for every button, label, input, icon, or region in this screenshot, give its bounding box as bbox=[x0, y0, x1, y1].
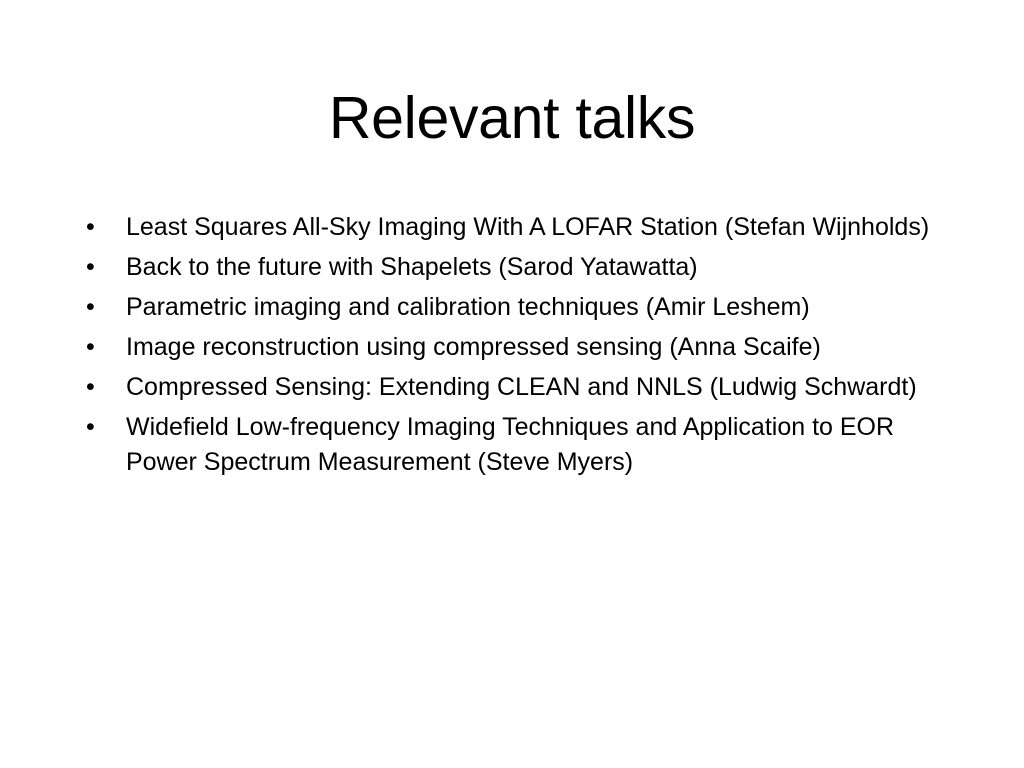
talk-title: Parametric imaging and calibration techniques (Amir Leshem) bbox=[126, 293, 810, 321]
list-item bbox=[84, 330, 964, 365]
list-item bbox=[84, 250, 964, 285]
talk-title: Least Squares All-Sky Imaging With A LOFAR Station (Stefan Wijnholds) bbox=[126, 213, 930, 241]
bullet-icon: • bbox=[86, 213, 95, 241]
talks-list bbox=[84, 210, 964, 485]
talk-title: Widefield Low-frequency Imaging Techniques and Application to EOR Power Spectrum Measurement (Steve Myers) bbox=[126, 413, 895, 476]
talk-title: Back to the future with Shapelets (Sarod Yatawatta) bbox=[126, 253, 698, 281]
bullet-icon: • bbox=[86, 373, 95, 401]
bullet-icon: • bbox=[86, 253, 95, 281]
list-item bbox=[84, 410, 964, 480]
talk-title: Compressed Sensing: Extending CLEAN and NNLS (Ludwig Schwardt) bbox=[126, 373, 917, 401]
bullet-icon: • bbox=[86, 293, 95, 321]
list-item bbox=[84, 370, 964, 405]
bullet-icon: • bbox=[86, 333, 95, 361]
list-item bbox=[84, 210, 964, 245]
talk-title: Image reconstruction using compressed sensing (Anna Scaife) bbox=[126, 333, 821, 361]
slide-title: Relevant talks bbox=[328, 85, 696, 151]
bullet-icon: • bbox=[86, 413, 95, 441]
list-item bbox=[84, 290, 964, 325]
